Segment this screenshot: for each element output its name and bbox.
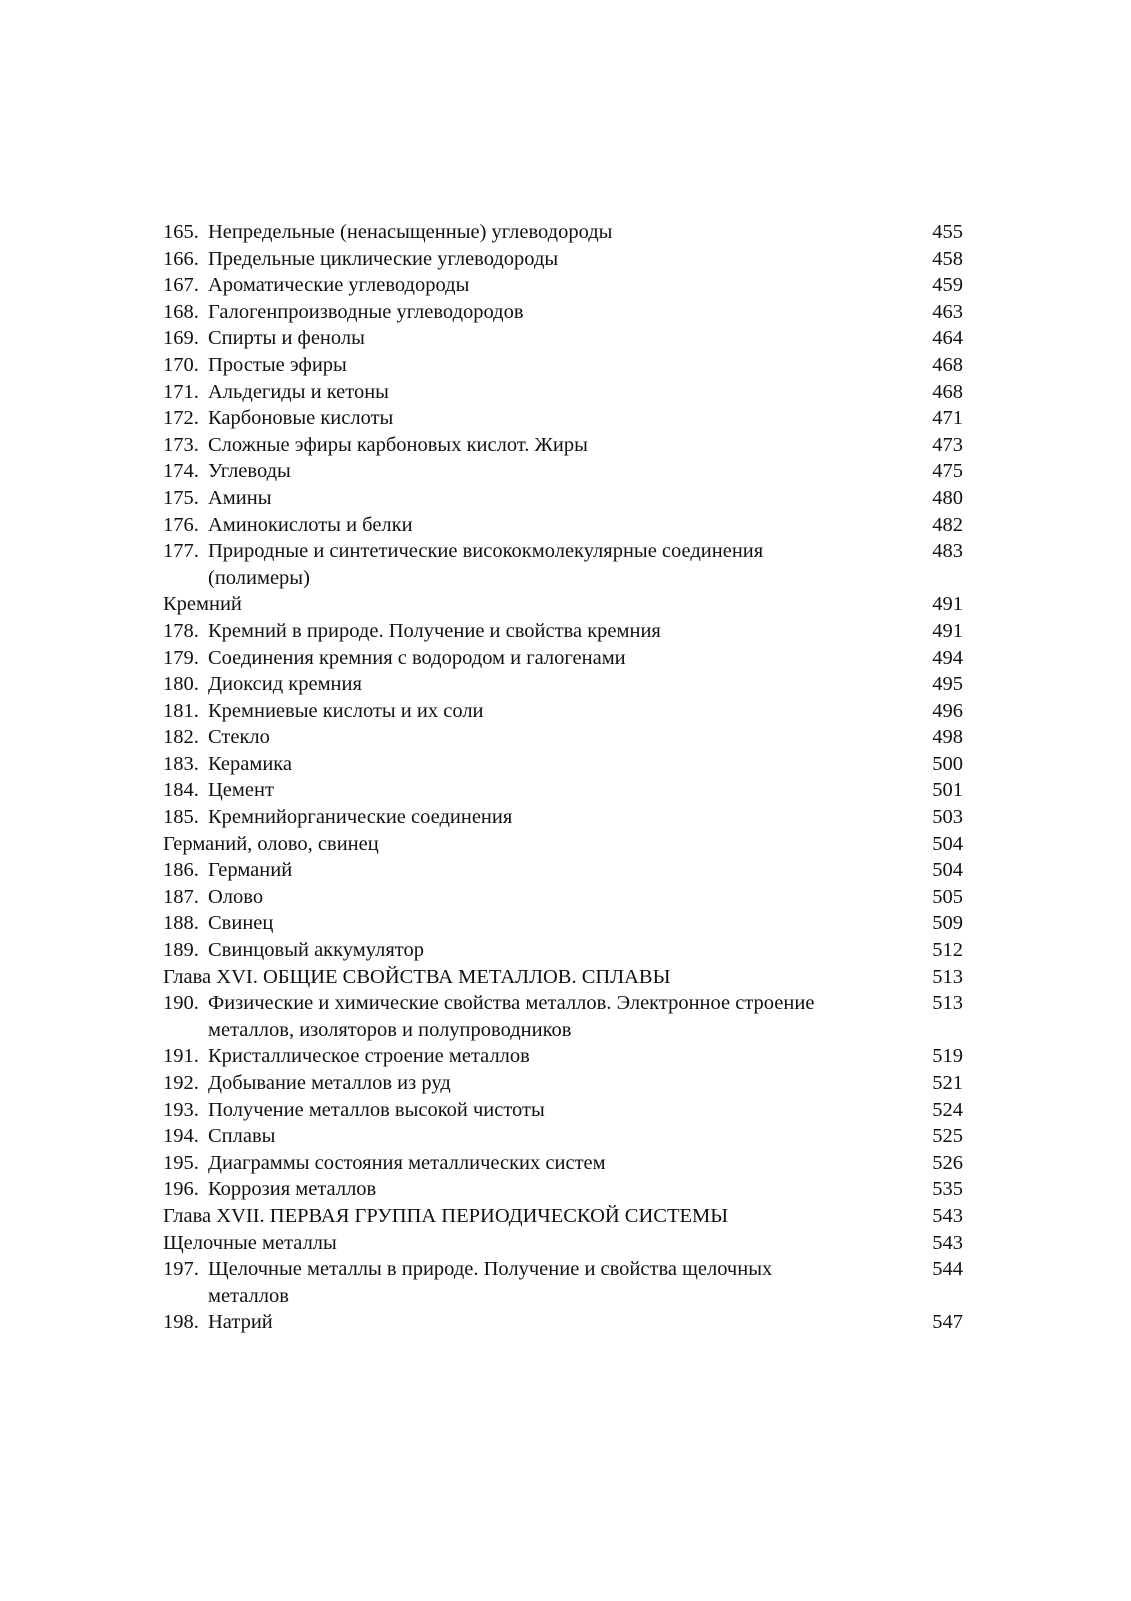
- toc-entry: [163, 299, 903, 326]
- toc-entry: [163, 432, 903, 459]
- toc-section-title: Кремнийорганические соединения: [208, 806, 513, 829]
- toc-row: [163, 910, 963, 937]
- toc-entry: [163, 379, 903, 406]
- toc-entry: [163, 990, 903, 1043]
- toc-row: [163, 1070, 963, 1097]
- toc-entry: [163, 777, 903, 804]
- toc-section-title: Амины: [208, 486, 272, 509]
- toc-section-number: 166.: [163, 247, 199, 270]
- toc-row: [163, 698, 963, 725]
- toc-entry: [163, 1123, 903, 1150]
- toc-entry: [163, 1070, 903, 1097]
- toc-section-number: 180.: [163, 673, 199, 696]
- toc-entry: [163, 1256, 903, 1309]
- toc-page-number: 505: [932, 885, 963, 908]
- toc-page-number: 509: [932, 912, 963, 935]
- toc-entry: [163, 1203, 903, 1230]
- toc-section-title: Сложные эфиры карбоновых кислот. Жиры: [208, 433, 588, 456]
- toc-entry: [163, 1043, 903, 1070]
- toc-row: [163, 538, 963, 591]
- toc-section-title: Керамика: [208, 752, 293, 775]
- toc-row: [163, 990, 963, 1043]
- toc-section-number: 176.: [163, 513, 199, 536]
- toc-page-number: 496: [932, 699, 963, 722]
- toc-section-title: Германий: [208, 859, 293, 882]
- toc-heading-title: Глава XVI. ОБЩИЕ СВОЙСТВА МЕТАЛЛОВ. СПЛАВЫ: [163, 965, 671, 988]
- toc-section-number: 174.: [163, 460, 199, 483]
- toc-entry: [163, 618, 903, 645]
- toc-page-number: 463: [932, 300, 963, 323]
- toc-heading-title: Глава XVII. ПЕРВАЯ ГРУППА ПЕРИОДИЧЕСКОЙ СИСТЕМЫ: [163, 1204, 729, 1227]
- toc-page-number: 543: [932, 1231, 963, 1254]
- toc-entry: [163, 964, 903, 991]
- toc-section-title: Свинцовый аккумулятор: [208, 939, 424, 962]
- toc-page-number: 513: [932, 965, 963, 988]
- toc-entry: [163, 219, 903, 246]
- toc-section-number: 187.: [163, 885, 199, 908]
- toc-entry: [163, 1176, 903, 1203]
- toc-section-number: 196.: [163, 1178, 199, 1201]
- toc-section-number: 183.: [163, 752, 199, 775]
- toc-page-number: 480: [932, 486, 963, 509]
- toc-section-title: Сплавы: [208, 1125, 276, 1148]
- toc-row: [163, 219, 963, 246]
- toc-entry: [163, 485, 903, 512]
- toc-section-number: 197.: [163, 1258, 199, 1281]
- toc-entry: [163, 804, 903, 831]
- toc-section-number: 195.: [163, 1151, 199, 1174]
- toc-section-number: 189.: [163, 939, 199, 962]
- toc-row: [163, 618, 963, 645]
- toc-entry: [163, 645, 903, 672]
- toc-entry: [163, 458, 903, 485]
- toc-entry: [163, 1309, 903, 1336]
- toc-section-number: 169.: [163, 327, 199, 350]
- toc-section-title: Добывание металлов из руд: [208, 1072, 451, 1094]
- toc-section-title: Кристаллическое строение металлов: [208, 1045, 530, 1068]
- toc-section-number: 193.: [163, 1098, 199, 1121]
- toc-section-title: Коррозия металлов: [208, 1178, 377, 1201]
- toc-section-title: Олово: [208, 885, 264, 908]
- toc-page-number: 483: [932, 540, 963, 563]
- toc-row: [163, 512, 963, 539]
- toc-section-number: 182.: [163, 726, 199, 749]
- toc-page-number: 500: [932, 752, 963, 775]
- toc-section-title: Углеводы: [208, 460, 291, 483]
- toc-row: [163, 884, 963, 911]
- toc-entry: [163, 884, 903, 911]
- toc-section-title: Ароматические углеводороды: [208, 274, 470, 297]
- toc-entry: [163, 512, 903, 539]
- toc-row: [163, 1230, 963, 1257]
- toc-page-number: 544: [932, 1258, 963, 1281]
- toc-section-title: Простые эфиры: [208, 353, 347, 376]
- toc-page-number: 504: [932, 832, 963, 855]
- toc-entry: [163, 857, 903, 884]
- toc-section-title: Стекло: [208, 726, 270, 749]
- toc-section-title: Аминокислоты и белки: [208, 513, 413, 536]
- toc-section-number: 188.: [163, 912, 199, 935]
- toc-section-title: Диаграммы состояния металлических систем: [208, 1151, 606, 1174]
- toc-section-title: Карбоновые кислоты: [208, 407, 394, 430]
- toc-page-number: 501: [932, 779, 963, 802]
- toc-page-number: 504: [932, 859, 963, 882]
- toc-row: [163, 751, 963, 778]
- toc-row: [163, 379, 963, 406]
- toc-row: [163, 246, 963, 273]
- toc-section-number: 167.: [163, 274, 199, 297]
- toc-section-number: 175.: [163, 486, 199, 509]
- toc-section-title: Щелочные металлы в природе. Получение и свойства щелочных металлов: [208, 1258, 773, 1307]
- toc-row: [163, 1150, 963, 1177]
- toc-page-number: 521: [932, 1072, 963, 1094]
- toc-section-title: Непредельные (ненасыщенные) углеводороды: [208, 221, 613, 243]
- toc-row: [163, 964, 963, 991]
- toc-row: [163, 485, 963, 512]
- toc-entry: [163, 538, 903, 591]
- toc-page-number: 525: [932, 1125, 963, 1148]
- toc-page-number: 513: [932, 992, 963, 1015]
- toc-row: [163, 1097, 963, 1124]
- toc-section-number: 192.: [163, 1072, 199, 1094]
- toc-page-number: 475: [932, 460, 963, 483]
- toc-section-number: 184.: [163, 779, 199, 802]
- toc-section-number: 185.: [163, 806, 199, 829]
- toc-row: [163, 272, 963, 299]
- toc-row: [163, 325, 963, 352]
- toc-page-number: 459: [932, 274, 963, 297]
- toc-section-number: 177.: [163, 540, 199, 563]
- toc-section-title: Цемент: [208, 779, 274, 802]
- toc-section-title: Галогенпроизводные углеводородов: [208, 300, 524, 323]
- toc-entry: [163, 325, 903, 352]
- toc-section-number: 198.: [163, 1311, 199, 1334]
- toc-entry: [163, 1230, 903, 1257]
- toc-row: [163, 1309, 963, 1336]
- toc-row: [163, 352, 963, 379]
- toc-section-title: Получение металлов высокой чистоты: [208, 1098, 545, 1121]
- toc-section-title: Физические и химические свойства металлов. Электронное строение металлов, изоляторов и полупроводников: [208, 992, 815, 1041]
- toc-entry: [163, 671, 903, 698]
- toc-row: [163, 1176, 963, 1203]
- toc-row: [163, 1043, 963, 1070]
- toc-section-title: Свинец: [208, 912, 274, 935]
- toc-row: [163, 831, 963, 858]
- toc-heading-title: Щелочные металлы: [163, 1231, 337, 1254]
- toc-page-number: 495: [932, 673, 963, 696]
- toc-row: [163, 432, 963, 459]
- toc-section-title: Кремниевые кислоты и их соли: [208, 699, 484, 722]
- toc-page-number: 491: [932, 619, 963, 642]
- toc-row: [163, 299, 963, 326]
- toc-entry: [163, 352, 903, 379]
- toc-entry: [163, 272, 903, 299]
- toc-row: [163, 458, 963, 485]
- toc-page-number: 535: [932, 1178, 963, 1201]
- toc-page-number: 526: [932, 1151, 963, 1174]
- toc-section-number: 191.: [163, 1045, 199, 1068]
- toc-section-number: 194.: [163, 1125, 199, 1148]
- toc-page-number: 512: [932, 939, 963, 962]
- toc-entry: [163, 751, 903, 778]
- toc-section-title: Предельные циклические углеводороды: [208, 247, 559, 270]
- toc-section-number: 168.: [163, 300, 199, 323]
- toc-row: [163, 857, 963, 884]
- toc-row: [163, 1123, 963, 1150]
- toc-entry: [163, 1097, 903, 1124]
- toc-section-title: Природные и синтетические висококмолекулярные соединения (полимеры): [208, 540, 764, 589]
- toc-entry: [163, 831, 903, 858]
- toc-section-number: 173.: [163, 433, 199, 456]
- toc-page-number: 473: [932, 433, 963, 456]
- toc-section-number: 190.: [163, 992, 199, 1015]
- toc-entry: [163, 591, 903, 618]
- toc-page-number: 455: [932, 221, 963, 243]
- toc-entry: [163, 1150, 903, 1177]
- toc-section-title: Спирты и фенолы: [208, 327, 365, 350]
- toc-row: [163, 724, 963, 751]
- toc-page-number: 494: [932, 646, 963, 669]
- toc-heading-title: Кремний: [163, 593, 242, 616]
- toc-entry: [163, 910, 903, 937]
- toc-page-number: 519: [932, 1045, 963, 1068]
- toc-section-title: Альдегиды и кетоны: [208, 380, 389, 403]
- toc-page-number: 498: [932, 726, 963, 749]
- toc-entry: [163, 246, 903, 273]
- toc-page-number: 468: [932, 380, 963, 403]
- toc-page-number: 464: [932, 327, 963, 350]
- toc-section-number: 165.: [163, 221, 199, 243]
- toc-page-number: 503: [932, 806, 963, 829]
- toc-row: [163, 1256, 963, 1309]
- toc-page-number: 471: [932, 407, 963, 430]
- toc-section-number: 186.: [163, 859, 199, 882]
- toc-entry: [163, 405, 903, 432]
- toc-row: [163, 937, 963, 964]
- toc-page-number: 543: [932, 1204, 963, 1227]
- toc-heading-title: Германий, олово, свинец: [163, 832, 379, 855]
- toc-section-number: 170.: [163, 353, 199, 376]
- toc-page-number: 547: [932, 1311, 963, 1334]
- toc-page-number: 491: [932, 593, 963, 616]
- toc-row: [163, 671, 963, 698]
- toc-section-number: 172.: [163, 407, 199, 430]
- toc-page-number: 468: [932, 353, 963, 376]
- table-of-contents: [163, 219, 963, 1336]
- toc-row: [163, 405, 963, 432]
- toc-section-title: Кремний в природе. Получение и свойства кремния: [208, 619, 661, 642]
- toc-page-number: 524: [932, 1098, 963, 1121]
- toc-row: [163, 1203, 963, 1230]
- toc-row: [163, 777, 963, 804]
- toc-section-title: Соединения кремния с водородом и галогенами: [208, 646, 626, 669]
- toc-row: [163, 591, 963, 618]
- toc-section-number: 178.: [163, 619, 199, 642]
- toc-row: [163, 804, 963, 831]
- toc-entry: [163, 698, 903, 725]
- toc-entry: [163, 937, 903, 964]
- toc-section-title: Натрий: [208, 1311, 273, 1334]
- toc-page-number: 482: [932, 513, 963, 536]
- toc-section-title: Диоксид кремния: [208, 673, 362, 696]
- toc-entry: [163, 724, 903, 751]
- toc-section-number: 179.: [163, 646, 199, 669]
- toc-section-number: 181.: [163, 699, 199, 722]
- toc-page-number: 458: [932, 247, 963, 270]
- toc-section-number: 171.: [163, 380, 199, 403]
- toc-row: [163, 645, 963, 672]
